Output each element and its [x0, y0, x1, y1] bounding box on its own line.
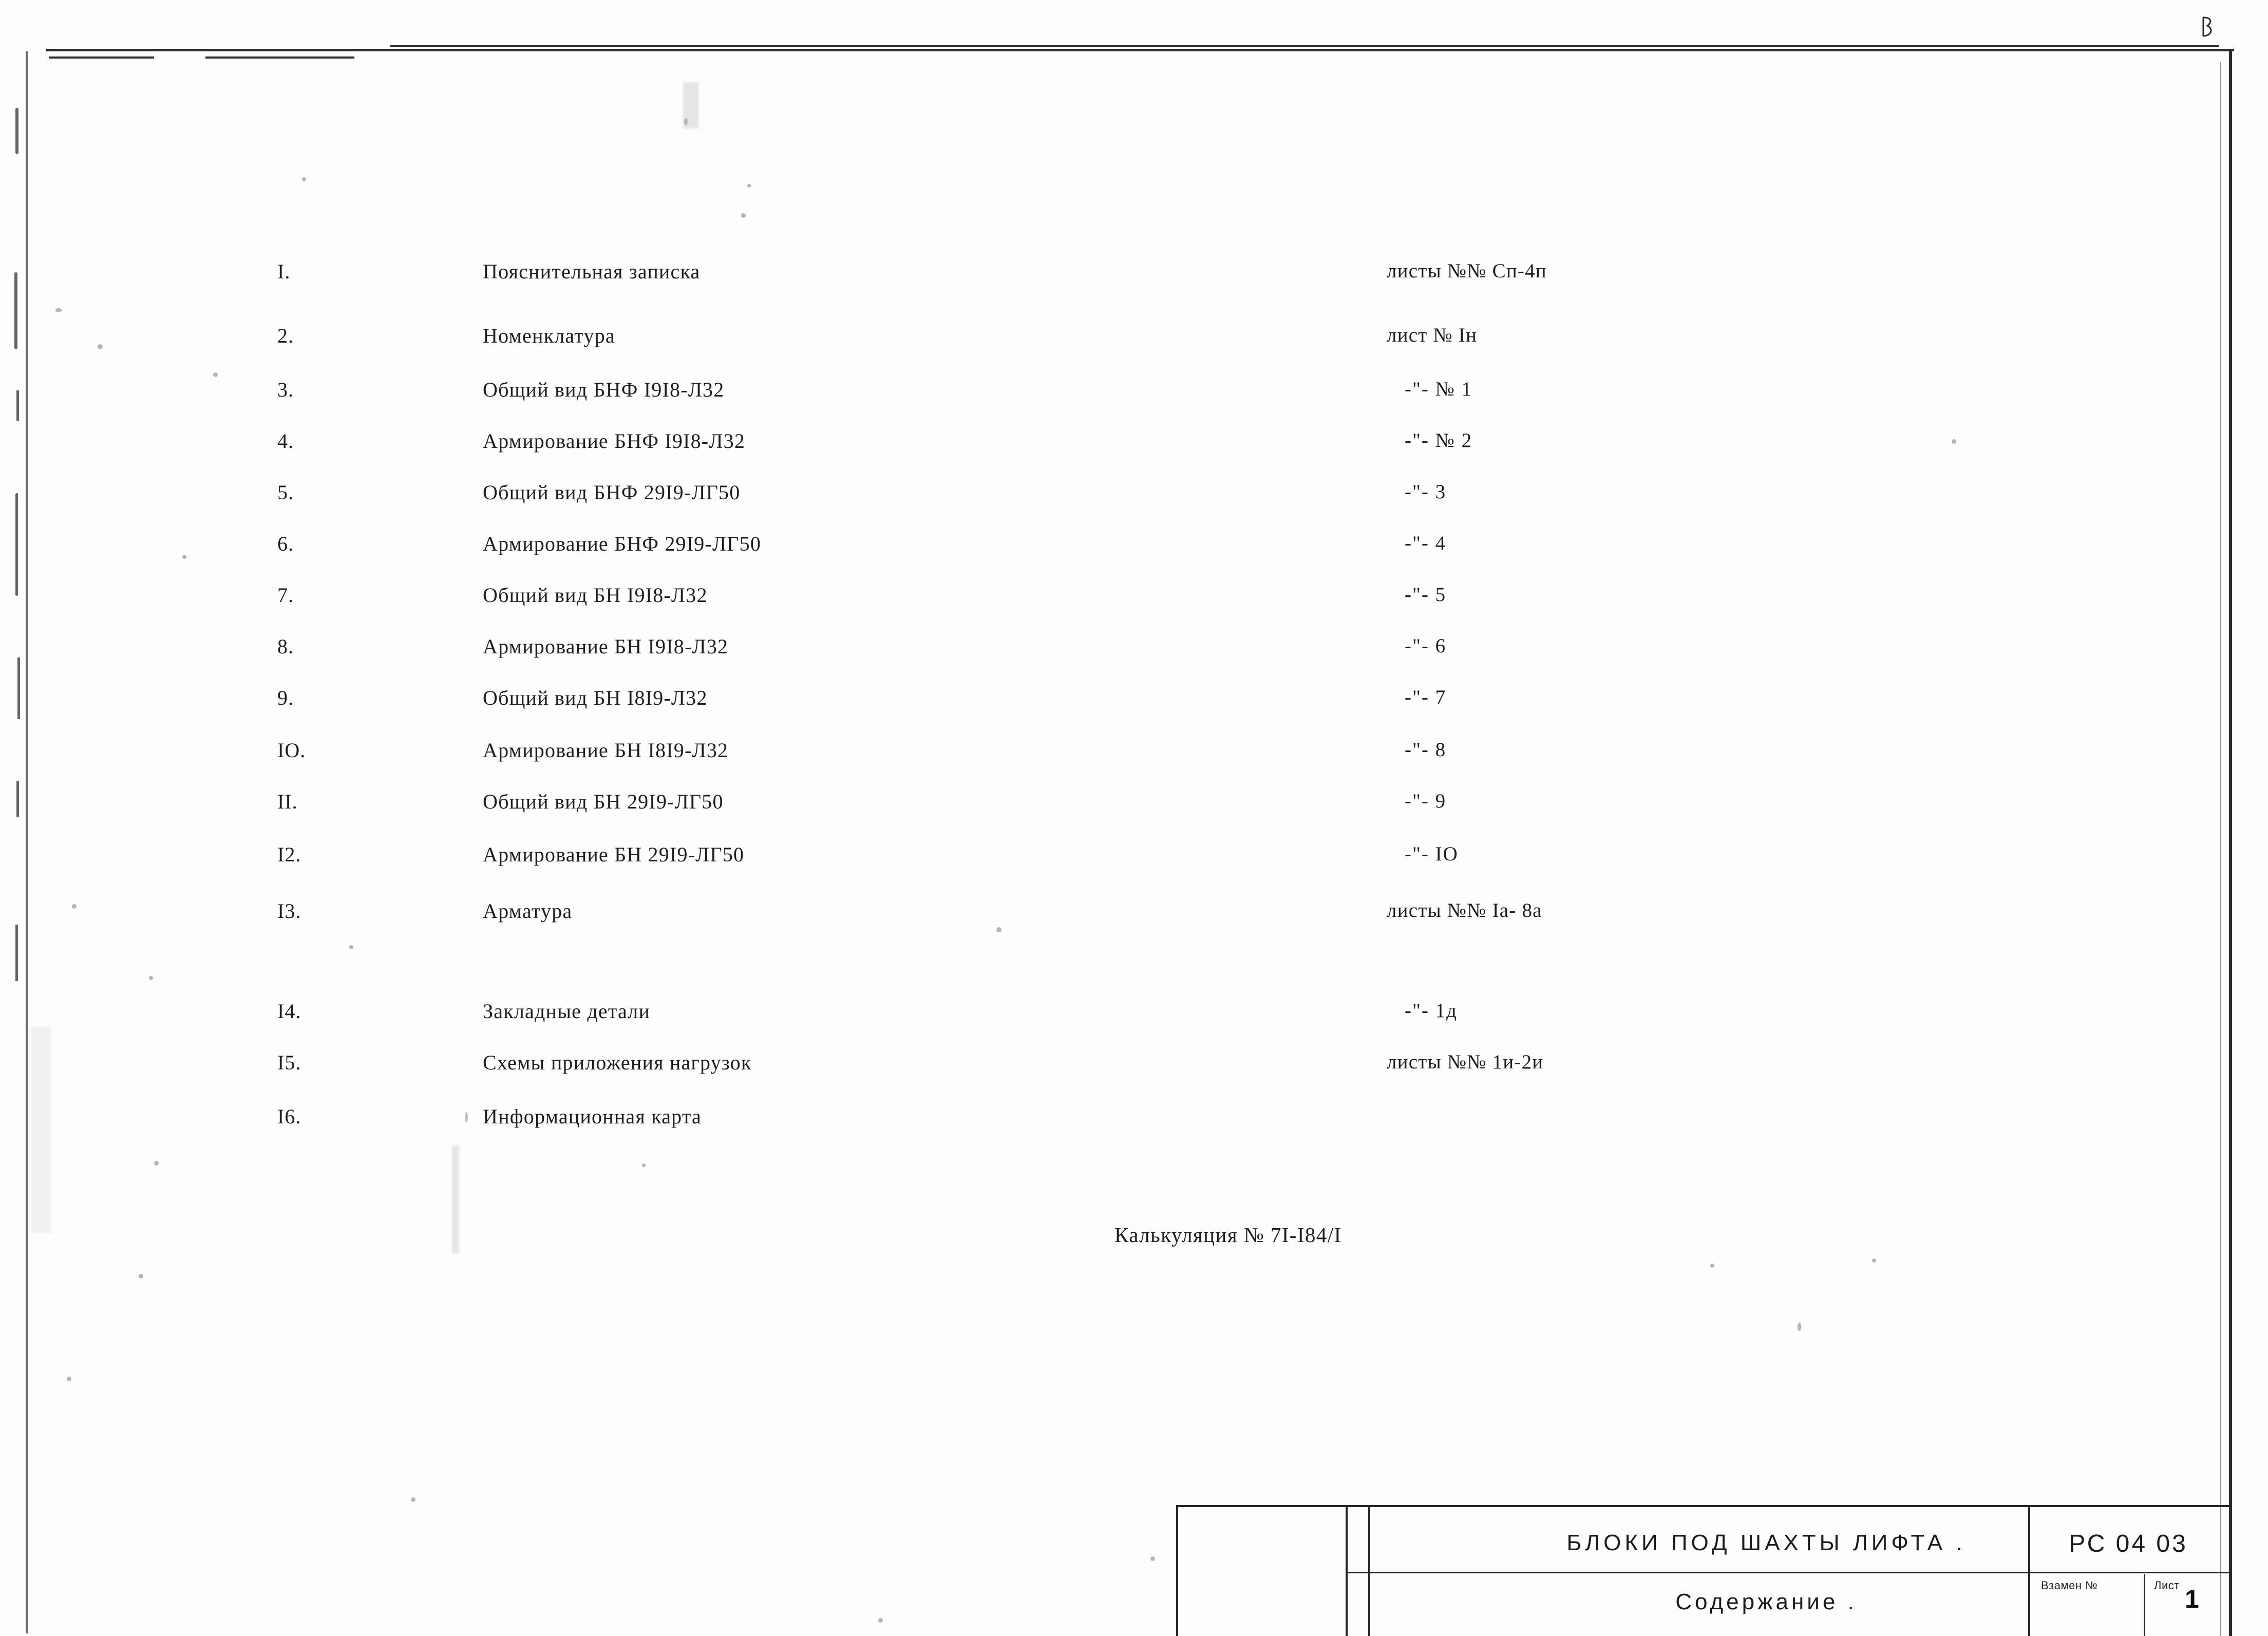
item-number: 9.	[277, 686, 294, 709]
item-number: I.	[277, 260, 291, 283]
item-sheets: -"- 3	[1405, 481, 1447, 503]
item-title: Общий вид БНФ 29I9-ЛГ50	[483, 481, 741, 504]
item-title: Номенклатура	[483, 324, 615, 347]
scan-speck	[411, 1497, 415, 1502]
title-block-replaced-label: Взамен №	[2041, 1579, 2098, 1592]
title-block-code	[2031, 1513, 2226, 1574]
item-title: Общий вид БН I9I8-Л32	[483, 584, 708, 607]
list-item[interactable]	[0, 480, 2268, 513]
item-title: Армирование БН I9I8-Л32	[483, 635, 729, 658]
item-sheets: -"- 1д	[1405, 1000, 1458, 1022]
item-number: I4.	[277, 1000, 301, 1023]
list-item[interactable]	[0, 532, 2268, 565]
scan-speck	[67, 1377, 71, 1381]
item-sheets: -"- 9	[1405, 790, 1447, 812]
corner-registration-mark	[2198, 15, 2229, 36]
item-number: II.	[277, 790, 298, 813]
list-item[interactable]	[0, 1050, 2268, 1083]
title-block-sheet-label: Лист	[2154, 1579, 2180, 1592]
item-sheets: -"- № 1	[1405, 378, 1473, 400]
item-number: 4.	[277, 429, 294, 453]
list-item[interactable]	[0, 842, 2268, 875]
item-number: I5.	[277, 1051, 301, 1074]
item-sheets: лист № Iн	[1387, 324, 1478, 346]
item-title: Армирование БН I8I9-Л32	[483, 739, 729, 762]
list-item[interactable]	[0, 738, 2268, 771]
item-title: Армирование БНФ 29I9-ЛГ50	[483, 532, 762, 555]
item-number: I6.	[277, 1105, 301, 1128]
scan-speck	[302, 177, 306, 181]
calculation-note: Калькуляция № 7I-I84/I	[1114, 1223, 1342, 1247]
item-title: Армирование БН 29I9-ЛГ50	[483, 843, 745, 866]
item-number: 3.	[277, 378, 294, 401]
scan-speck	[213, 372, 218, 377]
item-sheets: -"- 7	[1405, 686, 1447, 708]
scan-smudge	[683, 82, 698, 128]
item-title: Армирование БНФ I9I8-Л32	[483, 429, 746, 453]
item-sheets: -"- 4	[1405, 532, 1447, 554]
list-item[interactable]	[0, 583, 2268, 616]
item-number: 6.	[277, 532, 294, 555]
item-title: Закладные детали	[483, 1000, 651, 1023]
title-block-main-title-text: БЛОКИ ПОД ШАХТЫ ЛИФТА .	[1566, 1530, 1966, 1555]
item-sheets: -"- № 2	[1405, 429, 1473, 452]
scan-speck	[1710, 1264, 1714, 1268]
title-block-code-text: РС 04 03	[2069, 1530, 2188, 1557]
item-title: Схемы приложения нагрузок	[483, 1051, 752, 1074]
scan-speck	[55, 308, 62, 312]
scan-speck	[1798, 1323, 1801, 1331]
scan-speck	[154, 1161, 159, 1165]
edge-tick	[49, 57, 154, 59]
sheet-border-top-inner	[205, 49, 2234, 50]
edge-tick	[205, 57, 354, 59]
scan-speck	[1150, 1556, 1155, 1561]
item-sheets: листы №№ 1и-2и	[1387, 1051, 1544, 1073]
list-item[interactable]	[0, 429, 2268, 462]
edge-tick	[390, 45, 2219, 47]
scan-speck	[741, 213, 746, 218]
scan-speck	[642, 1163, 646, 1167]
list-item[interactable]	[0, 324, 2268, 356]
item-sheets: -"- 5	[1405, 584, 1447, 606]
item-sheets: -"- 6	[1405, 635, 1447, 657]
list-item[interactable]	[0, 634, 2268, 667]
item-title: Арматура	[483, 899, 573, 923]
item-title: Информационная карта	[483, 1105, 702, 1128]
item-title: Общий вид БНФ I9I8-Л32	[483, 378, 725, 401]
list-item[interactable]	[0, 686, 2268, 719]
list-item[interactable]	[0, 259, 2268, 292]
item-number: 8.	[277, 635, 294, 658]
list-item[interactable]	[0, 789, 2268, 822]
item-number: I3.	[277, 899, 301, 923]
scan-speck	[878, 1618, 883, 1623]
scan-speck	[747, 184, 751, 187]
list-item[interactable]	[0, 899, 2268, 932]
item-number: 7.	[277, 584, 294, 607]
list-item[interactable]	[0, 999, 2268, 1032]
title-block-sheet-number: 1	[2185, 1585, 2199, 1613]
item-sheets: листы №№ Iа- 8а	[1387, 899, 1542, 922]
item-sheets: -"- 8	[1405, 739, 1447, 761]
scan-speck	[149, 976, 153, 980]
item-number: IO.	[277, 739, 306, 762]
item-title: Общий вид БН 29I9-ЛГ50	[483, 790, 724, 813]
list-item[interactable]	[0, 1104, 2268, 1137]
item-number: I2.	[277, 843, 301, 866]
scan-speck	[139, 1274, 143, 1278]
item-title: Пояснительная записка	[483, 260, 701, 283]
list-item[interactable]	[0, 378, 2268, 410]
item-title: Общий вид БН I8I9-Л32	[483, 686, 708, 709]
title-block	[1176, 1505, 2229, 1636]
scan-speck	[1872, 1258, 1876, 1263]
scan-smudge	[452, 1145, 459, 1253]
item-sheets: листы №№ Сп-4п	[1387, 260, 1547, 282]
item-number: 2.	[277, 324, 294, 347]
item-sheets: -"- IО	[1405, 843, 1459, 865]
scan-speck	[349, 945, 353, 949]
item-number: 5.	[277, 481, 294, 504]
title-block-sub-title-text: Содержание .	[1675, 1589, 1857, 1614]
